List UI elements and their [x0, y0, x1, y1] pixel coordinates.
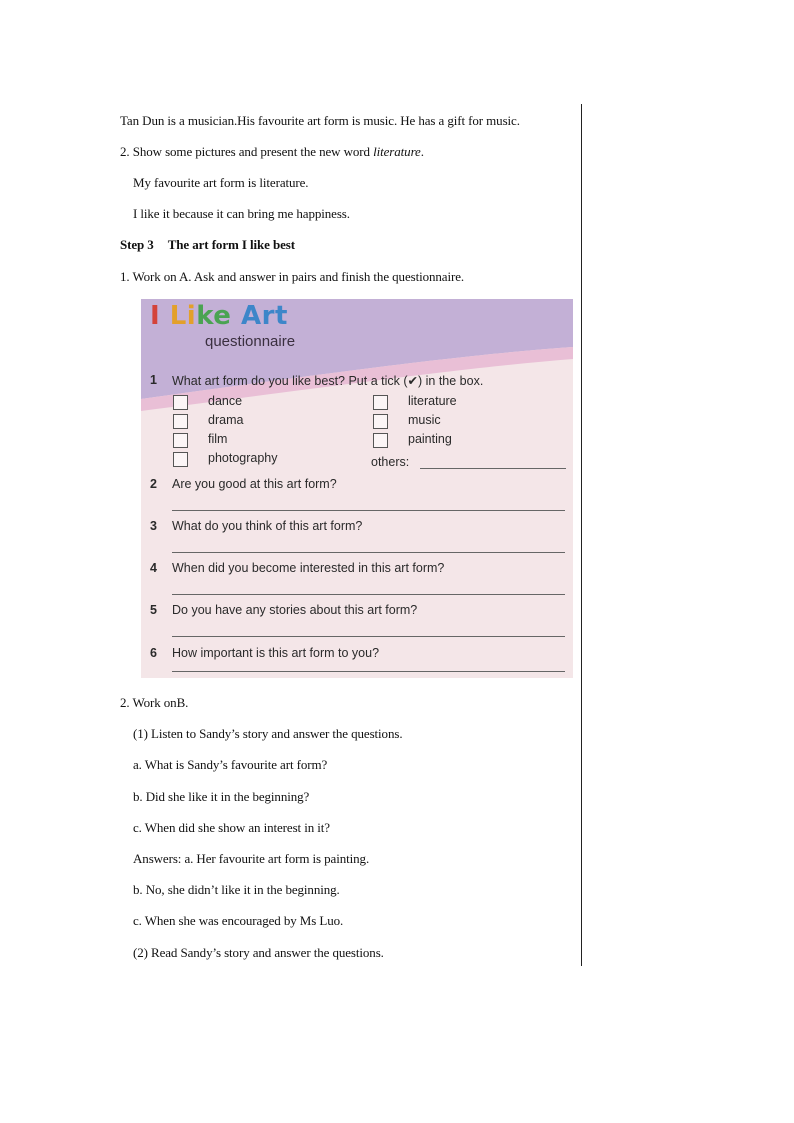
- others-answer-line[interactable]: [420, 468, 566, 469]
- listen-question-a: a. What is Sandy’s favourite art form?: [133, 757, 328, 772]
- title-part-4: Art: [241, 301, 288, 331]
- item-2-line: [120, 144, 424, 160]
- question-6-answer-line[interactable]: [172, 671, 565, 672]
- questionnaire-subtitle: questionnaire: [205, 333, 296, 350]
- question-3-answer-line[interactable]: [172, 552, 565, 553]
- option-film: film: [208, 432, 228, 446]
- question-2-number: 2: [150, 477, 157, 491]
- question-4-number: 4: [150, 561, 157, 575]
- question-3-text: What do you think of this art form?: [172, 519, 363, 533]
- checkbox-literature[interactable]: [373, 395, 388, 410]
- checkbox-music[interactable]: [373, 414, 388, 429]
- question-3-number: 3: [150, 519, 157, 533]
- questionnaire-image: [141, 299, 573, 678]
- step-3-title: The art form I like best: [167, 237, 295, 252]
- item-2-prefix: 2. Show some pictures and present the new word: [120, 144, 374, 159]
- question-4-answer-line[interactable]: [172, 594, 565, 595]
- checkbox-photography[interactable]: [173, 452, 188, 467]
- checkbox-painting[interactable]: [373, 433, 388, 448]
- listen-question-c: c. When did she show an interest in it?: [133, 820, 330, 835]
- question-1-text: What art form do you like best? Put a tick (✔) in the box.: [172, 374, 484, 388]
- title-part-1: I: [150, 301, 170, 331]
- title-part-2: Li: [169, 301, 197, 331]
- question-4-text: When did you become interested in this art form?: [172, 561, 445, 575]
- question-2-text: Are you good at this art form?: [172, 477, 337, 491]
- answer-c: c. When she was encouraged by Ms Luo.: [133, 913, 344, 928]
- work-on-b: 2. Work onB.: [120, 695, 189, 710]
- question-6-number: 6: [150, 646, 157, 660]
- example-sentence-a: My favourite art form is literature.: [133, 175, 309, 190]
- question-5-answer-line[interactable]: [172, 636, 565, 637]
- option-music: music: [408, 413, 441, 427]
- option-literature: literature: [408, 394, 457, 408]
- questionnaire-title: [150, 301, 288, 331]
- checkbox-drama[interactable]: [173, 414, 188, 429]
- item-2-suffix: .: [420, 144, 424, 159]
- read-instruction: (2) Read Sandy’s story and answer the questions.: [133, 945, 384, 960]
- question-2-answer-line[interactable]: [172, 510, 565, 511]
- listen-question-b: b. Did she like it in the beginning?: [133, 789, 310, 804]
- column-border-line: [581, 104, 582, 966]
- option-photography: photography: [208, 451, 278, 465]
- others-label: others:: [371, 455, 410, 469]
- step-3-label: Step 3: [120, 237, 154, 252]
- option-dance: dance: [208, 394, 243, 408]
- option-painting: painting: [408, 432, 452, 446]
- answer-a: Answers: a. Her favourite art form is painting.: [133, 851, 370, 866]
- step-3-heading: [120, 237, 295, 253]
- title-part-3: ke: [196, 301, 241, 331]
- option-drama: drama: [208, 413, 244, 427]
- new-word: literature: [373, 144, 421, 159]
- question-1-number: 1: [150, 373, 157, 387]
- intro-line: Tan Dun is a musician.His favourite art form is music. He has a gift for music.: [120, 113, 520, 128]
- listen-instruction: (1) Listen to Sandy’s story and answer the questions.: [133, 726, 403, 741]
- answer-b: b. No, she didn’t like it in the beginning.: [133, 882, 340, 897]
- checkbox-film[interactable]: [173, 433, 188, 448]
- question-6-text: How important is this art form to you?: [172, 646, 380, 660]
- example-sentence-b: I like it because it can bring me happiness.: [133, 206, 350, 221]
- work-on-a: 1. Work on A. Ask and answer in pairs and finish the questionnaire.: [120, 269, 465, 284]
- question-5-number: 5: [150, 603, 157, 617]
- question-5-text: Do you have any stories about this art form?: [172, 603, 418, 617]
- checkbox-dance[interactable]: [173, 395, 188, 410]
